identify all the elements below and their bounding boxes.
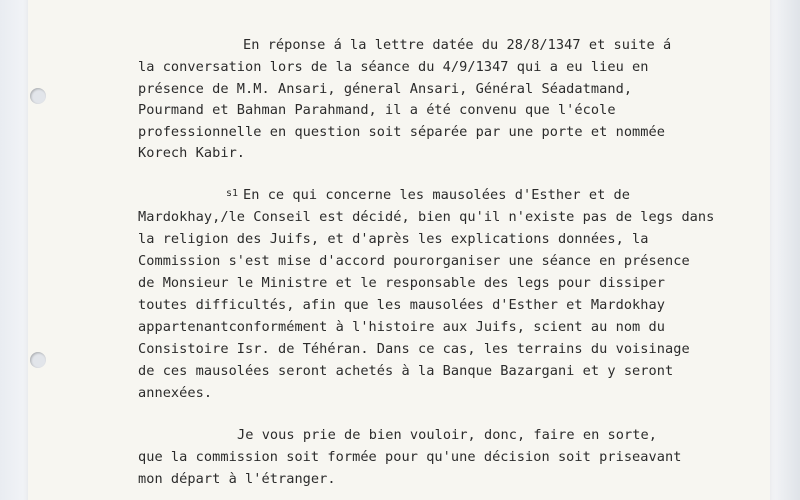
binder-hole	[30, 352, 46, 368]
text-line: Commission s'est mise d'accord pourorganiser une séance en présence	[138, 253, 690, 269]
text-line: En ce qui concerne les mausolées d'Esther et de	[243, 187, 631, 203]
text-line: Pourmand et Bahman Parahmand, il a été convenu que l'école	[138, 102, 616, 118]
text-line: Consistoire Isr. de Téhéran. Dans ce cas, les terrains du voisinage	[138, 341, 690, 357]
handwritten-insert-mark: s1	[226, 188, 239, 199]
text-line: présence de M.M. Ansari, géneral Ansari, Général Séadatmand,	[138, 81, 633, 97]
text-line: la religion des Juifs, et d'après les explications données, la	[138, 231, 649, 247]
text-line: professionnelle en question soit séparée par une porte et nommée	[138, 124, 665, 140]
text-line: Korech Kabir.	[138, 145, 246, 161]
text-line: de Monsieur le Ministre et le responsable des legs pour dissiper	[138, 275, 665, 291]
binder-hole	[30, 88, 46, 104]
text-line: appartenantconformément à l'histoire aux Juifs, scient au nom du	[138, 319, 665, 335]
text-line: mon départ à l'étranger.	[138, 471, 336, 487]
text-line: la conversation lors de la séance du 4/9/1347 qui a eu lieu en	[138, 59, 649, 75]
text-line: toutes difficultés, afin que les mausolées d'Esther et Mardokhay	[138, 297, 665, 313]
text-line: Mardokhay,/le Conseil est décidé, bien qu'il n'existe pas de legs dans	[138, 209, 715, 225]
text-line: Je vous prie de bien vouloir, donc, faire en sorte,	[237, 427, 657, 443]
text-line: annexées.	[138, 385, 213, 401]
text-line: que la commission soit formée pour qu'une décision soit priseavant	[138, 449, 682, 465]
text-line: de ces mausolées seront achetés à la Banque Bazargani et y seront	[138, 363, 674, 379]
text-line: En réponse á la lettre datée du 28/8/1347 et suite á	[243, 37, 672, 53]
